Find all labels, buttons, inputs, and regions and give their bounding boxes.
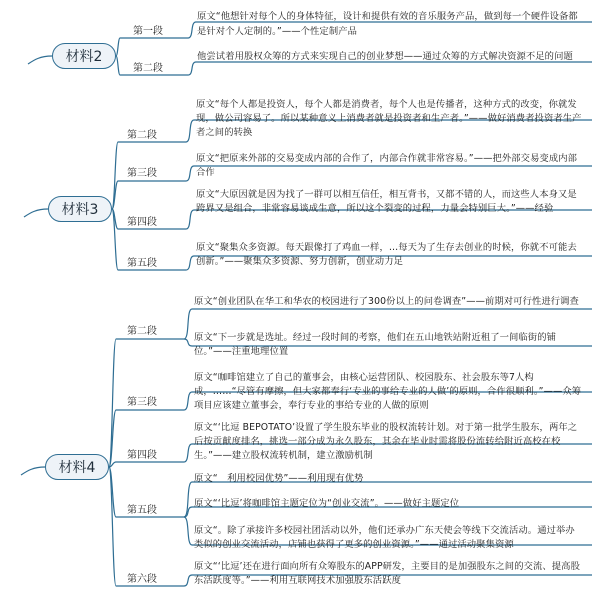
material-node-2[interactable]: 材料2: [52, 43, 116, 69]
branch-connector: [116, 38, 120, 56]
note-connector: [184, 309, 192, 339]
note-text: 原文“‘比逗 BEPOTATO’设置了学生股东毕业的股权流转计划。对于第一批学生股东，两年之后按贡献度排名，挑选一部分成为永久股东，其余在毕业时需将股份流转给附近高校在校生。”——建立股权流转机制，建立激励机制: [194, 422, 578, 461]
material-connector: [24, 209, 48, 217]
note-text: 他尝试着用股权众筹的方式来实现自己的创业梦想——通过众筹的方式解决资源不足的问题: [197, 51, 573, 62]
note-connector: [186, 256, 194, 270]
note-connector: [186, 210, 194, 229]
note-connector: [186, 120, 194, 142]
material-connector: [21, 467, 45, 475]
section-label: 第四段: [127, 450, 157, 461]
note-connector: [188, 22, 196, 38]
section-label: 第二段: [133, 63, 163, 74]
section-label: 第二段: [127, 326, 157, 337]
note-connector: [186, 166, 194, 181]
note-text: 原文“创业团队在华工和华农的校园进行了300份以上的问卷调查”——前期对可行性进行调查: [194, 296, 579, 307]
section-label: 第六段: [127, 574, 157, 585]
section-label: 第三段: [127, 168, 157, 179]
note-connector: [184, 339, 192, 346]
section-label: 第一段: [133, 26, 163, 37]
branch-connector: [116, 56, 120, 75]
material-node-3[interactable]: 材料3: [48, 196, 112, 222]
material-node-4[interactable]: 材料4: [45, 454, 109, 480]
note-text: 原文“大原因就是因为找了一群可以相互信任，相互背书，又都不错的人，而这些人本身又是跨界又是组合，非常容易谈成生意，所以这个裂变的过程，力量会特别巨大。”——经验: [196, 189, 577, 214]
note-text: 原文“聚集众多资源。每天跟像打了鸡血一样，…每天为了生存去创业的时候，你就不可能去创新。”——聚集众多资源、努力创新，创业动力足: [196, 242, 577, 267]
section-label: 第五段: [127, 505, 157, 516]
note-text: 原文“他想针对每个人的身体特征，设计和提供有效的音乐服务产品，做到每一个硬件设备都是针对个人定制的。”——个性定制产品: [197, 11, 578, 37]
section-label: 第五段: [127, 258, 157, 269]
note-connector: [184, 444, 192, 462]
note-text: 原文“‘比逗’还在进行面向所有众筹股东的APP研发，主要目的是加强股东之间的交流、提高股东活跃度等。”——利用互联网技术加强股东活跃度: [194, 561, 580, 586]
note-text: 原文“把原来外部的交易变成内部的合作了，内部合作就非常容易。”——把外部交易变成内部合作: [196, 153, 578, 178]
note-text: 原文“。除了承接许多校园社团活动以外，他们还承办广东天使会等线下交流活动。通过举办类似的创业交流活动，店铺也获得了更多的创业资源。”——通过活动聚集资源: [194, 525, 575, 550]
material-connector: [28, 56, 52, 64]
section-label: 第四段: [127, 217, 157, 228]
note-text: 原文“‘比逗’将咖啡馆主题定位为“创业交流”。——做好主题定位: [194, 498, 460, 509]
note-text: 原文“下一步就是选址。经过一段时间的考察，他们在五山地铁站附近租了一间临街的铺位。”——注重地理位置: [194, 332, 556, 357]
note-text: 原文“每个人都是投资人，每个人都是消费者，每个人也是传播者，这种方式的改变，你就发现，做公司容易了。所以某种意义上消费者就是投资者和生产者。”——做好消费者投资者生产者之间的转换: [196, 99, 582, 138]
note-connector: [184, 517, 192, 545]
note-text: 原文“ 利用校园优势”——利用现有优势: [194, 473, 364, 484]
section-label: 第三段: [127, 397, 157, 408]
note-connector: [184, 575, 192, 586]
note-connector: [188, 62, 196, 75]
section-label: 第二段: [127, 130, 157, 141]
note-connector: [184, 392, 192, 410]
note-text: 原文“咖啡馆建立了自己的董事会，由核心运营团队、校园股东、社会股东等7人构成，……“尽管有摩擦，但大家都奉行‘专业的事给专业的人做’的原则，合作很顺利。”——众筹项目应该建立董事会，奉行专业的事给专业的人做的原则: [194, 372, 582, 411]
branch-connector: [109, 339, 116, 467]
